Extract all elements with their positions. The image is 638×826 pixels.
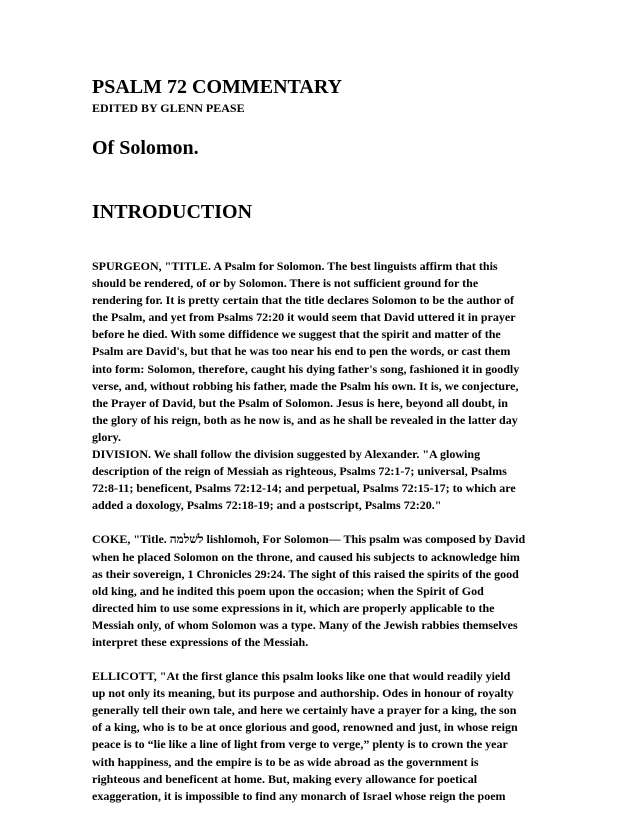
document-page: [92, 76, 552, 805]
paragraph-line: rendering for. It is pretty certain that the title declares Solomon to be the author of: [92, 293, 514, 308]
document-subtitle: EDITED BY GLENN PEASE: [92, 101, 245, 115]
document-title: PSALM 72 COMMENTARY: [92, 76, 343, 98]
paragraph-line: the Psalm, and yet from Psalms 72:20 it would seem that David uttered it in prayer: [92, 310, 516, 325]
paragraph-line: verse, and, without robbing his father, made the Psalm his own. It is, we conjecture,: [92, 378, 519, 393]
paragraph-line: interpret these expressions of the Messiah.: [92, 634, 309, 649]
paragraph-line: of a king, who is to be at once glorious and good, renowned and just, in whose reign: [92, 720, 518, 735]
paragraph-line: directed him to use some expressions in it, which are properly applicable to the: [92, 600, 495, 615]
ellicott-paragraph: [92, 668, 552, 805]
paragraph-line: glory.: [92, 429, 121, 444]
paragraph-line: SPURGEON, "TITLE. A Psalm for Solomon. The best linguists affirm that this: [92, 259, 498, 273]
paragraph-line: COKE, "Title. לשׁלמה lishlomoh, For Solomon— This psalm was composed by David: [92, 532, 526, 547]
introduction-heading: INTRODUCTION: [92, 201, 253, 223]
paragraph-line: DIVISION. We shall follow the division suggested by Alexander. "A glowing: [92, 447, 481, 462]
paragraph-line: exaggeration, it is impossible to find any monarch of Israel whose reign the poem: [92, 788, 506, 803]
paragraph-line: old king, and he indited this poem upon the occasion; when the Spirit of God: [92, 583, 484, 598]
paragraph-line: righteous and beneficent at home. But, making every allowance for poetical: [92, 771, 478, 786]
psalm-heading: Of Solomon.: [92, 137, 199, 159]
spurgeon-paragraph: [92, 258, 552, 514]
paragraph-line: when he placed Solomon on the throne, and caused his subjects to acknowledge him: [92, 549, 520, 564]
paragraph-line: description of the reign of Messiah as righteous, Psalms 72:1-7; universal, Psalms: [92, 464, 507, 479]
paragraph-line: ELLICOTT, "At the first glance this psalm looks like one that would readily yield: [92, 669, 511, 684]
paragraph-line: should be rendered, of or by Solomon. There is not sufficient ground for the: [92, 276, 479, 291]
coke-paragraph: [92, 531, 552, 651]
paragraph-line: peace is to “lie like a line of light from verge to verge,” plenty is to crown the year: [92, 737, 508, 752]
paragraph-line: before he died. With some diffidence we suggest that the spirit and matter of the: [92, 327, 501, 342]
paragraph-line: the Prayer of David, but the Psalm of Solomon. Jesus is here, beyond all doubt, in: [92, 395, 508, 410]
paragraph-line: Messiah only, of whom Solomon was a type. Many of the Jewish rabbies themselves: [92, 617, 518, 632]
paragraph-line: up not only its meaning, but its purpose and authorship. Odes in honour of royalty: [92, 686, 514, 701]
paragraph-line: generally tell their own tale, and here we certainly have a prayer for a king, the son: [92, 703, 517, 718]
paragraph-line: the glory of his reign, both as he now is, and as he shall be revealed in the latter day: [92, 412, 518, 427]
paragraph-line: with happiness, and the empire is to be as wide abroad as the government is: [92, 754, 479, 769]
paragraph-line: as their sovereign, 1 Chronicles 29:24. The sight of this raised the spirits of the good: [92, 566, 519, 581]
paragraph-line: Psalm are David's, but that he was too near his end to pen the words, or cast them: [92, 344, 511, 359]
paragraph-line: 72:8-11; beneficent, Psalms 72:12-14; and perpetual, Psalms 72:15-17; to which are: [92, 481, 516, 496]
paragraph-line: added a doxology, Psalms 72:18-19; and a postscript, Psalms 72:20.": [92, 498, 442, 513]
paragraph-line: into form: Solomon, therefore, caught his dying father's song, fashioned it in goodly: [92, 361, 520, 376]
